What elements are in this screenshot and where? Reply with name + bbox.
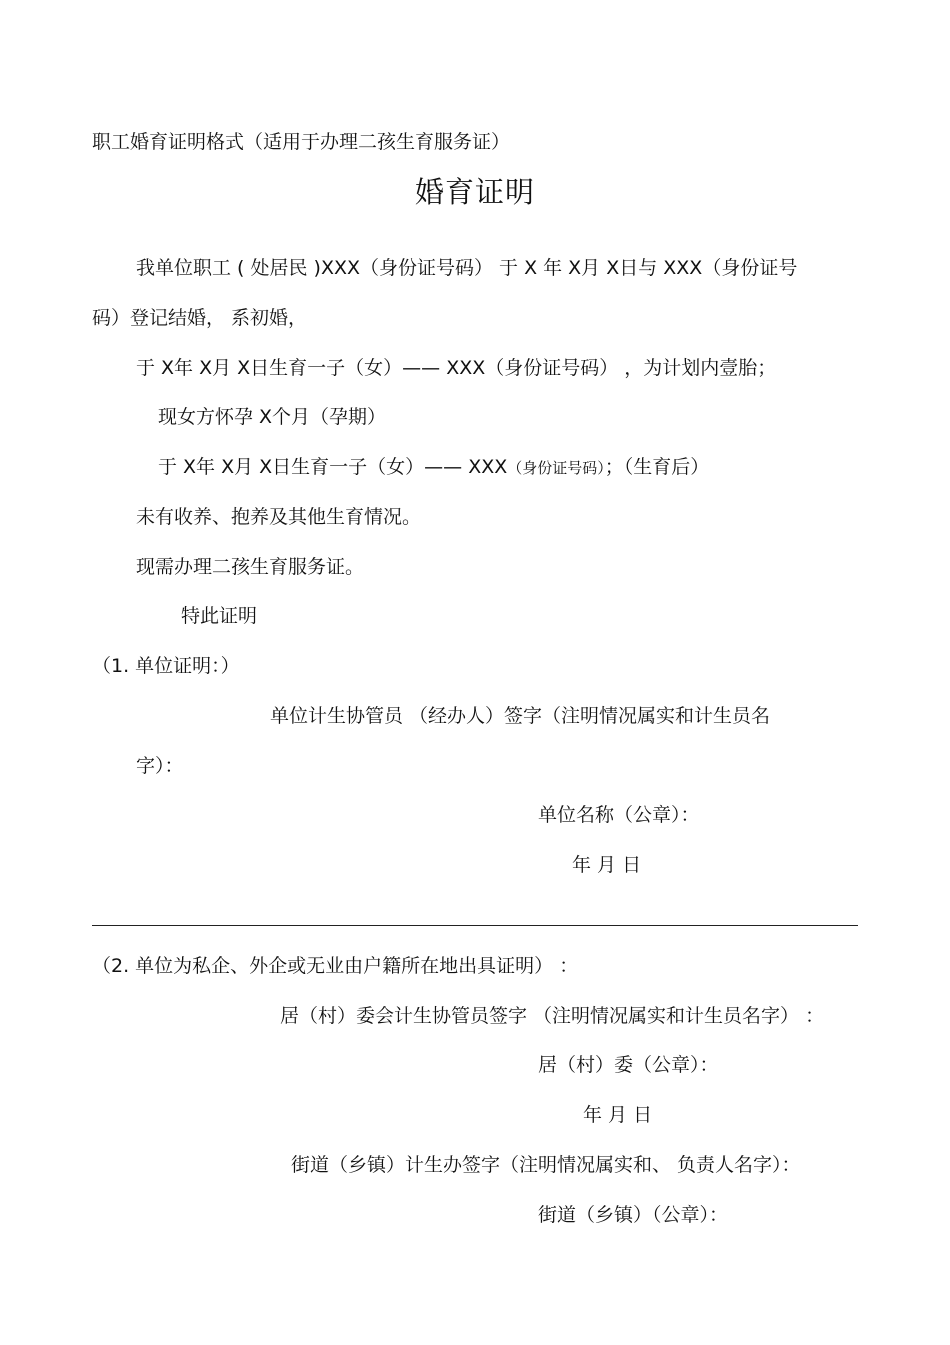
birth-statement: 于 X年 X月 X日生育一子（女）—— XXX（身份证号码） ，为计划内壹胎； [136, 357, 777, 379]
format-title: 职工婚育证明格式（适用于办理二孩生育服务证） [92, 131, 511, 153]
after-birth-tail: ；（生育后） [604, 456, 710, 478]
section2-village-seal: 居（村）委（公章）： [538, 1054, 719, 1076]
paragraph-intro-line2: 码）登记结婚， 系初婚， [92, 307, 308, 329]
no-adoption-statement: 未有收养、抱养及其他生育情况。 [136, 506, 422, 528]
paragraph-intro-line1: 我单位职工 ( 处居民 )XXX（身份证号码） 于 X 年 X月 X日与 XXX（身份证号 [136, 257, 798, 279]
section1-label: （1. 单位证明：） [92, 655, 240, 677]
section2-label: （2. 单位为私企、外企或无业由户籍所在地出具证明） ： [92, 955, 579, 977]
section1-signer-line1: 单位计生协管员 （经办人）签字（注明情况属实和计生员名 [270, 705, 771, 727]
section1-date: 年 月 日 [572, 854, 642, 876]
pregnancy-statement: 现女方怀孕 X个月（孕期） [158, 406, 387, 428]
hereby-certify: 特此证明 [181, 605, 258, 627]
document-heading: 婚育证明 [414, 175, 535, 209]
section-divider [92, 925, 858, 926]
after-birth-id-note: （身份证号码） [507, 459, 605, 477]
section1-signer-line2: 字）： [136, 755, 184, 777]
section2-village-signer: 居（村）委会计生协管员签字 （注明情况属实和计生员名字） ： [280, 1005, 825, 1027]
after-birth-statement [158, 455, 709, 480]
section2-street-signer: 街道（乡镇）计生办签字（注明情况属实和、 负责人名字）： [291, 1154, 801, 1176]
after-birth-main: 于 X年 X月 X日生育一子（女）—— XXX [158, 456, 508, 478]
section2-street-seal: 街道（乡镇）（公章）： [538, 1204, 729, 1226]
need-certificate-statement: 现需办理二孩生育服务证。 [136, 556, 365, 578]
section2-date: 年 月 日 [583, 1104, 653, 1126]
section1-unit-seal: 单位名称（公章）： [538, 804, 700, 826]
